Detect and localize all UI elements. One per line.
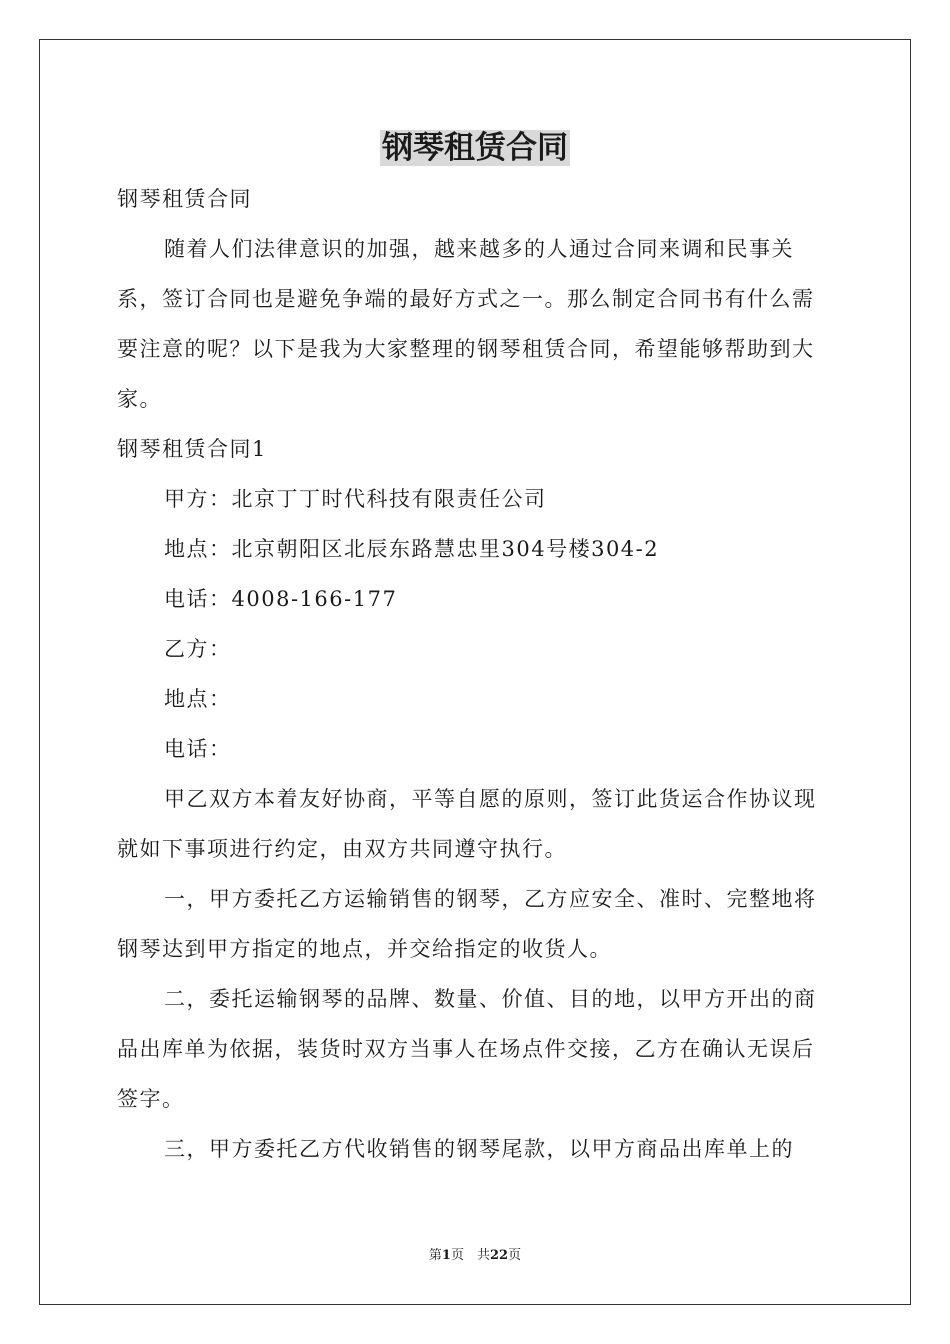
- footer-page-prefix: 第: [428, 1248, 442, 1263]
- document-title-text: 钢琴租赁合同: [382, 130, 568, 166]
- footer-total-pages: 22: [489, 1248, 509, 1263]
- footer-page-suffix: 页: [508, 1248, 522, 1263]
- paragraph-party-b: 乙方：: [164, 637, 232, 661]
- footer-page-mid: 页 共: [450, 1248, 490, 1263]
- paragraph-agreement: 甲乙双方本着友好协商，平等自愿的原则，签订此货运合作协议现就如下事项进行约定，由双方共同遵守执行。: [117, 787, 817, 861]
- paragraph-party-a-phone: 电话：4008-166-177: [164, 587, 398, 611]
- paragraph-section-heading: 钢琴租赁合同1: [117, 437, 267, 461]
- document-title: [0, 126, 950, 170]
- paragraph-subtitle: 钢琴租赁合同: [117, 187, 252, 211]
- paragraph-clause-3: 三，甲方委托乙方代收销售的钢琴尾款，以甲方商品出库单上的: [164, 1137, 794, 1161]
- paragraph-party-b-address: 地点：: [164, 687, 232, 711]
- document-body: [117, 174, 833, 1174]
- paragraph-party-b-phone: 电话：: [164, 737, 232, 761]
- paragraph-clause-2: 二，委托运输钢琴的品牌、数量、价值、目的地，以甲方开出的商品出库单为依据，装货时双方当事人在场点件交接，乙方在确认无误后签字。: [117, 987, 817, 1111]
- page-footer: [0, 1247, 950, 1265]
- paragraph-party-a-address: 地点：北京朝阳区北辰东路慧忠里304号楼304-2: [164, 537, 660, 561]
- footer-current-page: 1: [441, 1248, 451, 1263]
- paragraph-clause-1: 一，甲方委托乙方运输销售的钢琴，乙方应安全、准时、完整地将钢琴达到甲方指定的地点，并交给指定的收货人。: [117, 887, 817, 961]
- paragraph-party-a: 甲方：北京丁丁时代科技有限责任公司: [164, 487, 547, 511]
- paragraph-intro: 随着人们法律意识的加强，越来越多的人通过合同来调和民事关系，签订合同也是避免争端的最好方式之一。那么制定合同书有什么需要注意的呢？以下是我为大家整理的钢琴租赁合同，希望能够帮助到大家。: [117, 237, 815, 411]
